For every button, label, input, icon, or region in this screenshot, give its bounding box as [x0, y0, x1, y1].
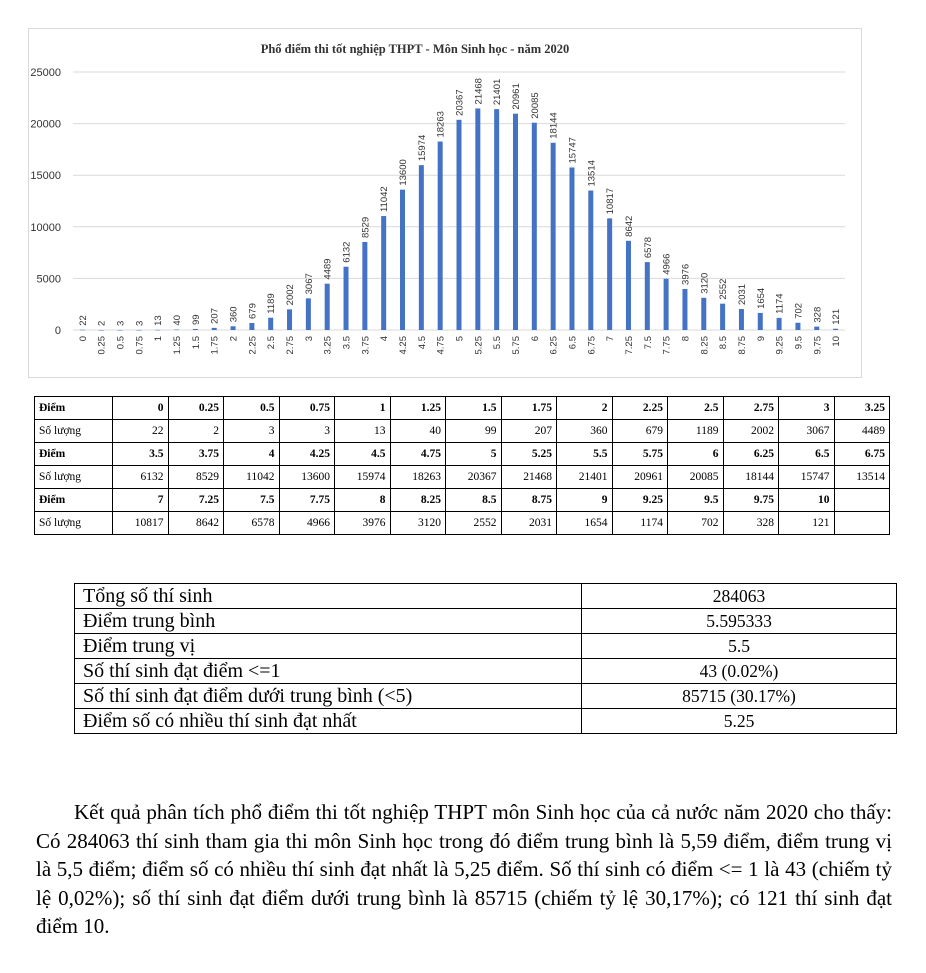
x-tick-label: 6.25 [548, 336, 560, 355]
data-label: 6578 [642, 236, 654, 259]
score-cell: 1.5 [446, 397, 502, 420]
score-cell: 7 [113, 489, 169, 512]
count-cell: 40 [390, 420, 446, 443]
count-cell: 20367 [446, 466, 502, 489]
count-cell: 1174 [612, 512, 668, 535]
x-tick-label: 7.25 [623, 336, 635, 355]
data-label: 2002 [285, 284, 297, 306]
score-cell: 1.25 [390, 397, 446, 420]
x-tick-label: 9.75 [812, 336, 824, 355]
data-label: 2031 [736, 283, 748, 306]
bar [664, 279, 669, 330]
bar [155, 330, 160, 331]
row-header: Điểm [35, 443, 113, 466]
data-label: 15974 [416, 134, 428, 162]
count-cell: 679 [612, 420, 668, 443]
x-tick-label: 4.75 [435, 336, 447, 355]
data-label: 11042 [379, 186, 391, 213]
bar [287, 309, 292, 330]
stat-label: Điểm trung bình [75, 609, 582, 634]
y-tick-label: 15000 [30, 170, 61, 183]
count-cell: 18263 [390, 466, 446, 489]
count-cell: 4966 [279, 512, 335, 535]
score-row [35, 489, 890, 512]
count-row [35, 466, 890, 489]
count-cell: 207 [501, 420, 557, 443]
x-tick-label: 4.5 [416, 336, 428, 350]
stats-row [75, 709, 897, 734]
bar [569, 167, 574, 330]
count-cell: 8642 [168, 512, 224, 535]
x-tick-label: 5.75 [510, 336, 522, 355]
count-cell: 702 [668, 512, 724, 535]
bar [344, 267, 349, 330]
x-tick-label: 8.25 [699, 336, 711, 355]
x-tick-label: 7 [605, 336, 617, 342]
x-tick-label: 6 [529, 336, 541, 342]
data-label: 4966 [661, 253, 673, 275]
bar [249, 323, 254, 330]
y-tick-label: 25000 [30, 67, 61, 79]
bar [701, 298, 706, 330]
score-cell: 3 [779, 397, 835, 420]
bar [231, 326, 236, 330]
count-cell: 6578 [224, 512, 280, 535]
x-tick-label: 7.5 [642, 336, 654, 350]
y-tick-label: 0 [54, 325, 61, 337]
bar [494, 109, 499, 330]
bar [419, 165, 424, 330]
count-cell: 13514 [834, 466, 890, 489]
data-label: 3 [134, 320, 146, 326]
x-tick-label: 0.25 [96, 336, 108, 355]
data-label: 21468 [473, 78, 485, 105]
x-tick-label: 10 [831, 336, 843, 347]
count-cell: 6132 [113, 466, 169, 489]
score-cell: 5.25 [501, 443, 557, 466]
bar [833, 329, 838, 330]
score-cell: 2.5 [668, 397, 724, 420]
stat-label: Tổng số thí sinh [75, 584, 582, 609]
x-tick-label: 3.25 [322, 336, 334, 355]
bar [193, 329, 198, 330]
count-cell: 8529 [168, 466, 224, 489]
count-cell: 3120 [390, 512, 446, 535]
bar [400, 190, 405, 330]
score-cell: 7.25 [168, 489, 224, 512]
x-tick-label: 1.75 [209, 336, 221, 355]
data-label: 10817 [605, 187, 617, 215]
score-cell: 6.75 [834, 443, 890, 466]
stat-label: Điểm số có nhiều thí sinh đạt nhất [75, 709, 582, 734]
x-tick-label: 2.5 [266, 336, 278, 350]
data-label: 2 [96, 320, 108, 326]
bar [362, 242, 367, 330]
bar [795, 323, 800, 330]
stat-value: 5.5 [582, 634, 897, 659]
stats-row [75, 634, 897, 659]
summary-paragraph: Kết quả phân tích phổ điểm thi tốt nghiệp THPT môn Sinh học của cả nước năm 2020 cho thấy: Có 284063 thí sinh tham gia thi môn Sinh học trong đó điểm trung bình là 5,59 điểm, điểm trung vị là 5,5 điểm; điểm số có nhiều thí sinh đạt nhất là 5,25 điểm. Số thí sinh có điểm <= 1 là 43 (chiếm tỷ lệ 0,02%); số thí sinh đạt điểm dưới trung bình là 85715 (chiếm tỷ lệ 30,17%); có 121 thí sinh đạt điểm 10. [36, 800, 892, 938]
data-label: 702 [793, 302, 805, 319]
data-label: 1654 [755, 287, 767, 309]
data-label: 20085 [529, 92, 541, 119]
x-tick-label: 5.25 [473, 336, 485, 355]
count-cell: 11042 [224, 466, 280, 489]
x-tick-label: 7.75 [661, 336, 673, 355]
bar [720, 304, 725, 330]
score-cell: 8.25 [390, 489, 446, 512]
x-tick-label: 1.25 [172, 336, 184, 355]
score-cell: 9.5 [668, 489, 724, 512]
data-label: 3067 [303, 273, 315, 295]
count-cell: 328 [723, 512, 779, 535]
x-tick-label: 1.5 [190, 336, 202, 350]
bar [80, 330, 85, 331]
count-cell: 121 [779, 512, 835, 535]
stats-row [75, 684, 897, 709]
x-axis-ticks [78, 336, 842, 355]
bar [551, 143, 556, 330]
count-cell: 360 [557, 420, 613, 443]
bar [777, 318, 782, 330]
score-cell [834, 489, 890, 512]
data-label: 99 [190, 314, 202, 325]
bar [174, 330, 179, 331]
count-cell: 3 [224, 420, 280, 443]
data-label: 13600 [398, 159, 410, 186]
count-cell: 4489 [834, 420, 890, 443]
bar [136, 330, 141, 331]
count-cell: 2 [168, 420, 224, 443]
score-cell: 0.25 [168, 397, 224, 420]
x-tick-label: 6.75 [586, 336, 598, 355]
y-tick-label: 10000 [30, 221, 61, 234]
score-cell: 0 [113, 397, 169, 420]
data-label: 6132 [341, 241, 353, 263]
bar [475, 108, 480, 330]
count-cell: 13600 [279, 466, 335, 489]
x-tick-label: 8 [680, 336, 692, 342]
bar [626, 241, 631, 330]
bar [457, 120, 462, 330]
score-cell: 7.5 [224, 489, 280, 512]
bar [381, 216, 386, 330]
score-cell: 4.5 [335, 443, 391, 466]
x-tick-label: 9.25 [774, 336, 786, 355]
data-label: 22 [77, 315, 89, 326]
x-tick-label: 6.5 [567, 336, 579, 350]
score-cell: 8.75 [501, 489, 557, 512]
x-tick-label: 4 [379, 336, 391, 342]
bar [325, 284, 330, 330]
x-tick-label: 2.75 [285, 336, 297, 355]
chart-canvas [29, 29, 861, 377]
bar [682, 289, 687, 330]
count-row [35, 512, 890, 535]
score-cell: 4 [224, 443, 280, 466]
score-cell: 3.5 [113, 443, 169, 466]
bar [758, 313, 763, 330]
count-cell: 20085 [668, 466, 724, 489]
count-cell: 15747 [779, 466, 835, 489]
count-row [35, 420, 890, 443]
stat-value: 5.595333 [582, 609, 897, 634]
stat-value: 43 (0.02%) [582, 659, 897, 684]
bar [607, 218, 612, 330]
bar [99, 330, 104, 331]
data-label: 13514 [586, 160, 598, 187]
data-label: 207 [209, 308, 221, 324]
score-cell: 10 [779, 489, 835, 512]
score-cell: 9.25 [612, 489, 668, 512]
data-label: 18144 [548, 112, 560, 139]
data-label: 20367 [454, 89, 466, 116]
score-cell: 1.75 [501, 397, 557, 420]
x-tick-label: 1 [153, 336, 165, 342]
score-cell: 4.75 [390, 443, 446, 466]
x-tick-label: 0 [77, 336, 89, 342]
count-cell: 15974 [335, 466, 391, 489]
row-header: Điểm [35, 397, 113, 420]
stat-value: 85715 (30.17%) [582, 684, 897, 709]
x-tick-label: 8.5 [718, 336, 730, 350]
stat-value: 284063 [582, 584, 897, 609]
x-tick-label: 5.5 [492, 336, 504, 350]
score-cell: 5.5 [557, 443, 613, 466]
count-cell: 10817 [113, 512, 169, 535]
x-tick-label: 5 [454, 336, 466, 342]
score-row [35, 397, 890, 420]
score-cell: 2.25 [612, 397, 668, 420]
data-label: 679 [247, 303, 259, 319]
score-cell: 5 [446, 443, 502, 466]
score-cell: 2 [557, 397, 613, 420]
stat-label: Số thí sinh đạt điểm <=1 [75, 659, 582, 684]
x-tick-label: 2.25 [247, 336, 259, 355]
x-tick-label: 0.5 [115, 336, 127, 350]
y-axis-ticks [30, 67, 61, 337]
stat-value: 5.25 [582, 709, 897, 734]
bar [814, 327, 819, 330]
bar [739, 309, 744, 330]
count-cell [834, 512, 890, 535]
count-cell: 2002 [723, 420, 779, 443]
data-label: 3120 [699, 272, 711, 294]
data-label: 3 [115, 320, 127, 326]
row-header: Số lượng [35, 420, 113, 443]
row-header: Điểm [35, 489, 113, 512]
count-cell: 21468 [501, 466, 557, 489]
x-tick-label: 4.25 [398, 336, 410, 355]
bar [588, 191, 593, 330]
data-label: 20961 [510, 83, 522, 110]
count-cell: 20961 [612, 466, 668, 489]
score-cell: 9 [557, 489, 613, 512]
row-header: Số lượng [35, 466, 113, 489]
x-tick-label: 3 [303, 336, 315, 342]
count-cell: 99 [446, 420, 502, 443]
data-label: 1174 [774, 293, 786, 314]
bar [118, 330, 123, 331]
score-cell: 3.75 [168, 443, 224, 466]
y-tick-label: 20000 [30, 118, 61, 131]
count-cell: 3 [279, 420, 335, 443]
data-label: 3976 [680, 263, 692, 285]
x-tick-label: 3.75 [360, 336, 372, 355]
data-label: 15747 [567, 137, 579, 164]
data-label: 40 [172, 315, 184, 326]
x-tick-label: 0.75 [134, 336, 146, 355]
data-label: 2552 [718, 278, 730, 300]
chart-title: Phổ điểm thi tốt nghiệp THPT - Môn Sinh học - năm 2020 [260, 42, 570, 56]
y-tick-label: 5000 [36, 273, 61, 286]
score-cell: 5.75 [612, 443, 668, 466]
score-cell: 6.5 [779, 443, 835, 466]
data-label: 121 [831, 308, 843, 325]
score-cell: 0.75 [279, 397, 335, 420]
score-cell: 1 [335, 397, 391, 420]
bar [212, 328, 217, 330]
count-cell: 22 [113, 420, 169, 443]
score-cell: 6.25 [723, 443, 779, 466]
count-cell: 2552 [446, 512, 502, 535]
data-label: 1189 [266, 293, 278, 314]
data-label: 18263 [435, 111, 447, 138]
x-tick-label: 8.75 [736, 336, 748, 355]
x-tick-label: 9.5 [793, 336, 805, 350]
score-count-table [34, 396, 890, 535]
stat-label: Điểm trung vị [75, 634, 582, 659]
data-label: 360 [228, 306, 240, 323]
stat-label: Số thí sinh đạt điểm dưới trung bình (<5) [75, 684, 582, 709]
score-cell: 2.75 [723, 397, 779, 420]
count-cell: 1189 [668, 420, 724, 443]
data-label: 13 [153, 315, 165, 326]
stats-row [75, 659, 897, 684]
bar [306, 298, 311, 330]
x-tick-label: 9 [755, 336, 767, 342]
bar [438, 142, 443, 330]
data-label: 8529 [360, 216, 372, 238]
count-cell: 3976 [335, 512, 391, 535]
bar [645, 262, 650, 330]
count-cell: 13 [335, 420, 391, 443]
score-row [35, 443, 890, 466]
score-cell: 8.5 [446, 489, 502, 512]
summary-stats-table [74, 583, 897, 734]
score-cell: 6 [668, 443, 724, 466]
count-cell: 3067 [779, 420, 835, 443]
data-label: 21401 [492, 78, 504, 106]
score-cell: 9.75 [723, 489, 779, 512]
data-label: 328 [812, 306, 824, 323]
bar [532, 123, 537, 330]
x-tick-label: 2 [228, 336, 240, 342]
bar [513, 114, 518, 330]
score-cell: 7.75 [279, 489, 335, 512]
data-label: 8642 [623, 215, 635, 237]
score-cell: 8 [335, 489, 391, 512]
count-cell: 1654 [557, 512, 613, 535]
row-header: Số lượng [35, 512, 113, 535]
stats-row [75, 584, 897, 609]
count-cell: 21401 [557, 466, 613, 489]
stats-row [75, 609, 897, 634]
count-cell: 18144 [723, 466, 779, 489]
x-tick-label: 3.5 [341, 336, 353, 350]
score-distribution-chart [28, 28, 862, 378]
score-cell: 3.25 [834, 397, 890, 420]
score-cell: 0.5 [224, 397, 280, 420]
data-label: 4489 [322, 258, 334, 280]
score-cell: 4.25 [279, 443, 335, 466]
count-cell: 2031 [501, 512, 557, 535]
bar [268, 318, 273, 330]
